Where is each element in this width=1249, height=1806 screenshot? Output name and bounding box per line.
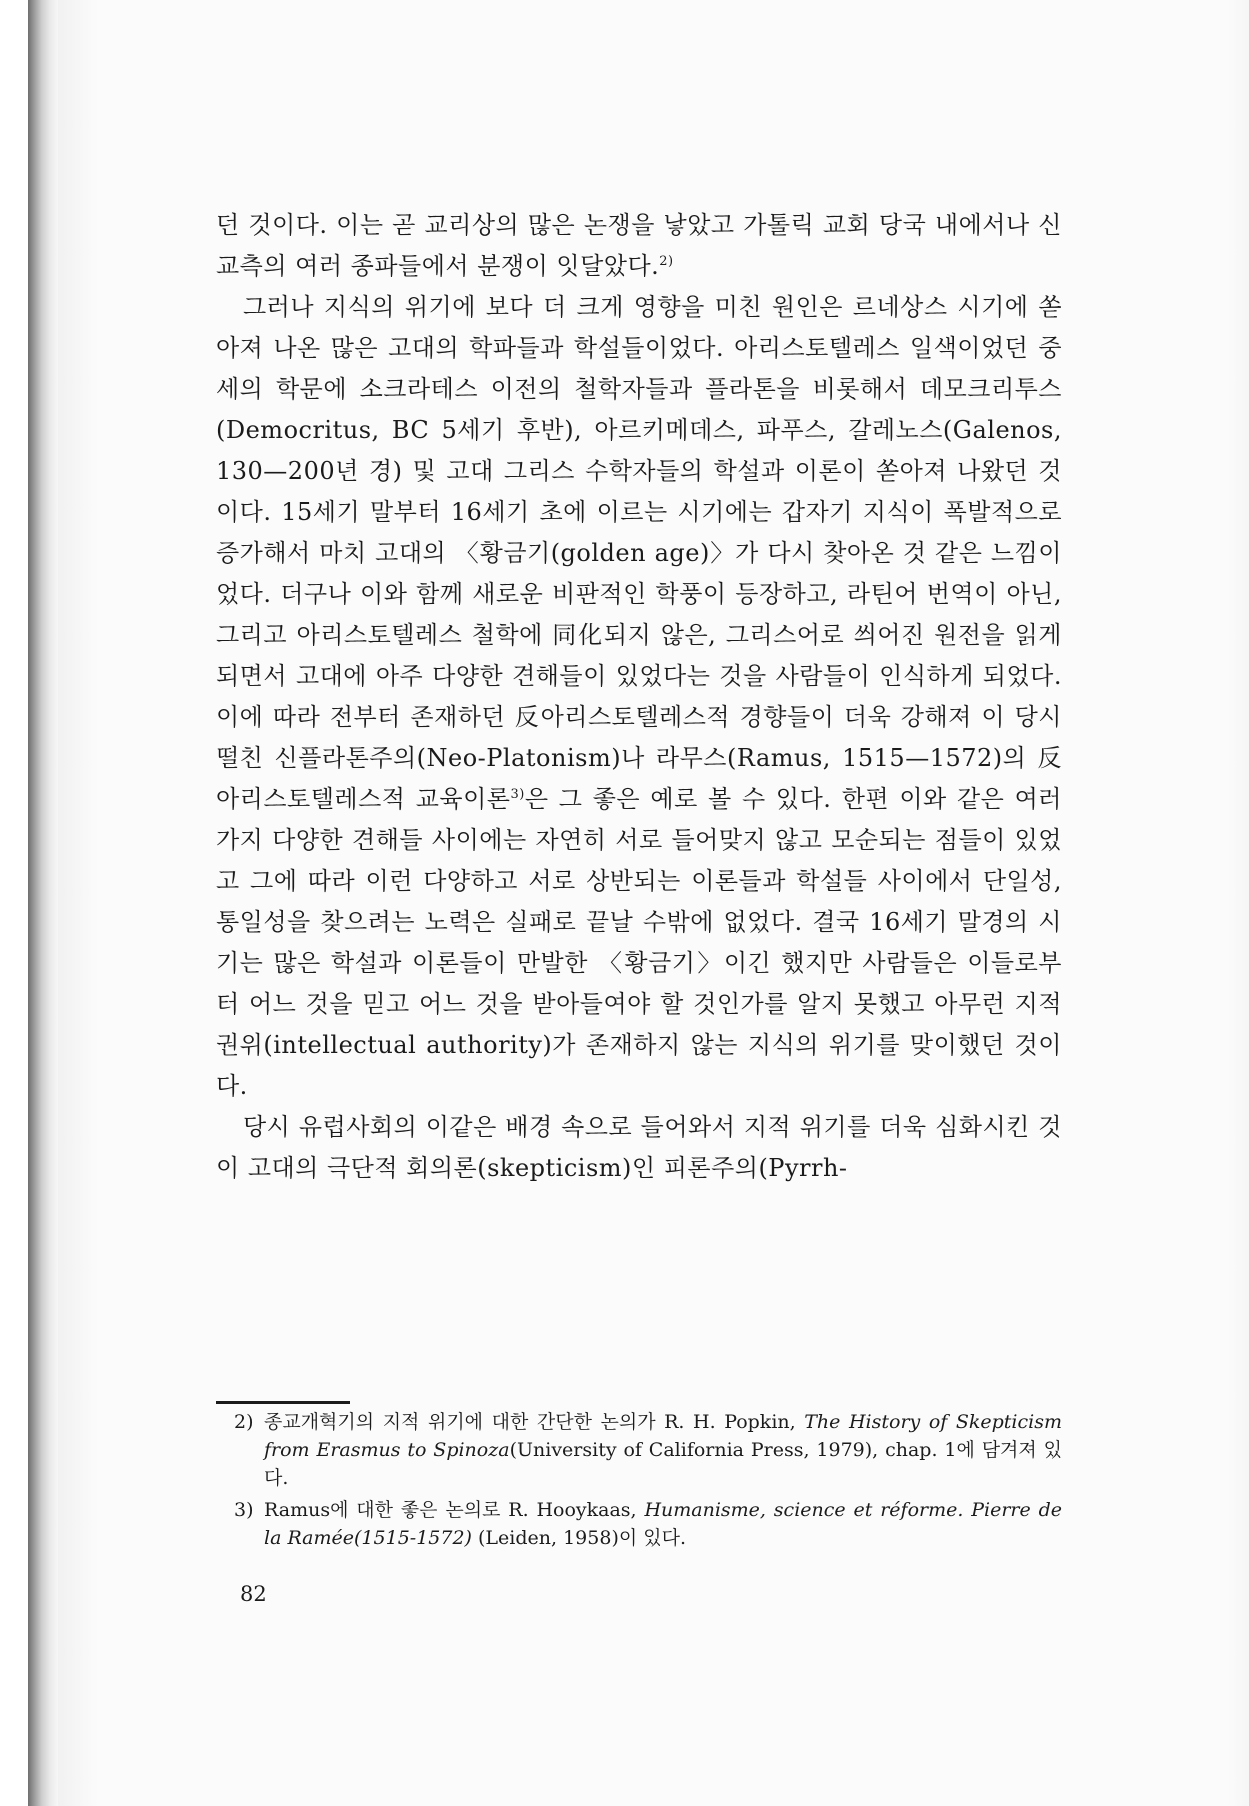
page-number: 82 [240, 1582, 267, 1606]
footnote-ref-3[interactable]: 3) [510, 787, 525, 802]
footnote-2-number: 2) [234, 1411, 254, 1433]
paragraph-2 [216, 287, 1062, 1107]
footnote-ref-2[interactable]: 2) [659, 254, 674, 269]
footnote-2-post: (University of California Press, 1979), chap. 1에 담겨져 있다. [264, 1439, 1062, 1489]
paragraph-3-text: 당시 유럽사회의 이같은 배경 속으로 들어와서 지적 위기를 더욱 심화시킨 것이 고대의 극단적 회의론(skepticism)인 피론주의(Pyrrh- [216, 1113, 1062, 1182]
footnote-separator [216, 1401, 350, 1404]
footnote-2-title: The History of Skepticism from Erasmus to Spinoza [264, 1411, 1062, 1461]
paragraph-3 [216, 1107, 1062, 1189]
paragraph-1-text: 던 것이다. 이는 곧 교리상의 많은 논쟁을 낳았고 가톨릭 교회 당국 내에서나 신교측의 여러 종파들에서 분쟁이 잇달았다. [216, 211, 1062, 280]
book-spine-edge [28, 0, 58, 1806]
paragraph-2-text-b: 은 그 좋은 예로 볼 수 있다. 한편 이와 같은 여러 가지 다양한 견해들 사이에는 자연히 서로 들어맞지 않고 모순되는 점들이 있었고 그에 따라 이런 다양하고 서로 상반되는 이론들과 학설들 사이에서 단일성, 통일성을 찾으려는 노력은 실패로 끝날 수밖에 없었다. 결국 16세기 말경의 시기는 많은 학설과 이론들이 만발한 〈황금기〉이긴 했지만 사람들은 이들로부터 어느 것을 믿고 어느 것을 받아들여야 할 것인가를 알지 못했고 아무런 지적 권위(intellectual authority)가 존재하지 않는 지식의 위기를 맞이했던 것이다. [216, 785, 1062, 1100]
footnote-3 [234, 1496, 1062, 1552]
footnotes [234, 1408, 1062, 1556]
footnote-3-title: Humanisme, science et réforme. Pierre de la Ramée(1515-1572) [264, 1499, 1062, 1549]
footnote-2 [234, 1408, 1062, 1492]
footnote-3-pre: Ramus에 대한 좋은 논의로 R. Hooykaas, [264, 1499, 645, 1521]
paragraph-2-text-a: 그러나 지식의 위기에 보다 더 크게 영향을 미친 원인은 르네상스 시기에 쏟아져 나온 많은 고대의 학파들과 학설들이었다. 아리스토텔레스 일색이었던 중세의 학문에 소크라테스 이전의 철학자들과 플라톤을 비롯해서 데모크리투스(Democritus, BC 5세기 후반), 아르키메데스, 파푸스, 갈레노스(Galenos, 130—200년 경) 및 고대 그리스 수학자들의 학설과 이론이 쏟아져 나왔던 것이다. 15세기 말부터 16세기 초에 이르는 시기에는 갑자기 지식이 폭발적으로 증가해서 마치 고대의 〈황금기(golden age)〉가 다시 찾아온 것 같은 느낌이었다. 더구나 이와 함께 새로운 비판적인 학풍이 등장하고, 라틴어 번역이 아닌, 그리고 아리스토텔레스 철학에 同化되지 않은, 그리스어로 씌어진 원전을 읽게 되면서 고대에 아주 다양한 견해들이 있었다는 것을 사람들이 인식하게 되었다. 이에 따라 전부터 존재하던 反아리스토텔레스적 경향들이 더욱 강해져 이 당시 떨친 신플라톤주의(Neo-Platonism)나 라무스(Ramus, 1515—1572)의 反아리스토텔레스적 교육이론 [216, 293, 1062, 813]
paragraph-1 [216, 205, 1062, 287]
footnote-3-post: (Leiden, 1958)이 있다. [471, 1527, 687, 1549]
footnote-3-number: 3) [234, 1499, 254, 1521]
body-text [216, 205, 1062, 1189]
footnote-2-pre: 종교개혁기의 지적 위기에 대한 간단한 논의가 R. H. Popkin, [264, 1411, 805, 1433]
